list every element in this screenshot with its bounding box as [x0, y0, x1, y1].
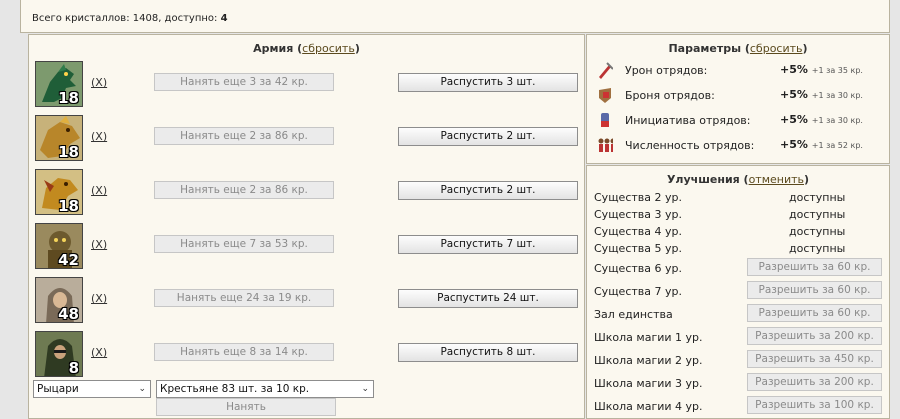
upgrade-row — [594, 307, 884, 324]
param-cost: +1 за 35 кр. — [811, 66, 863, 75]
unit-count: 8 — [68, 359, 79, 377]
upgrade-name: Существа 5 ур. — [594, 242, 682, 255]
upgrade-allow-button[interactable]: Разрешить за 200 кр. — [747, 373, 882, 391]
upgrade-row — [594, 376, 884, 393]
upgrade-status: доступны — [789, 208, 846, 221]
army-unit-row — [29, 331, 586, 383]
unit-count: 48 — [58, 305, 79, 323]
crystals-info — [32, 13, 228, 24]
param-label: Урон отрядов: — [625, 64, 708, 77]
unit-count: 18 — [58, 143, 79, 161]
upgrade-allow-button[interactable]: Разрешить за 100 кр. — [747, 396, 882, 414]
hire-button[interactable]: Нанять — [156, 398, 336, 416]
dismiss-button[interactable]: Распустить 2 шт. — [398, 127, 578, 146]
sword-icon — [597, 61, 613, 79]
upgrades-title: Улучшения (отменить) — [666, 173, 810, 186]
upgrade-name: Существа 3 ур. — [594, 208, 682, 221]
army-unit-row — [29, 169, 586, 221]
crystals-available: 4 — [220, 13, 228, 24]
upgrade-name: Существа 7 ур. — [594, 285, 682, 298]
army-unit-row — [29, 115, 586, 167]
upgrade-name: Школа магии 2 ур. — [594, 354, 703, 367]
upgrade-allow-button[interactable]: Разрешить за 60 кр. — [747, 258, 882, 276]
param-label: Инициатива отрядов: — [625, 114, 751, 127]
hire-more-button[interactable]: Нанять еще 24 за 19 кр. — [154, 289, 334, 307]
param-row-initiative — [593, 111, 885, 133]
dismiss-button[interactable]: Распустить 3 шт. — [398, 73, 578, 92]
upgrade-name: Школа магии 4 ур. — [594, 400, 703, 413]
faction-select-value: Рыцари — [37, 383, 79, 395]
chevron-down-icon: ⌄ — [138, 384, 146, 394]
param-value — [780, 138, 863, 151]
unit-select-value: Крестьяне 83 шт. за 10 кр. — [160, 383, 310, 395]
army-unit-row — [29, 277, 586, 329]
unit-count: 18 — [58, 197, 79, 215]
upgrade-name: Существа 6 ур. — [594, 262, 682, 275]
param-value — [780, 63, 863, 76]
troops-icon — [597, 136, 613, 154]
upgrade-row — [594, 330, 884, 347]
unit-count: 18 — [58, 89, 79, 107]
param-value — [780, 113, 863, 126]
crystals-bar — [20, 0, 890, 33]
upgrade-allow-button[interactable]: Разрешить за 60 кр. — [747, 281, 882, 299]
army-reset-link[interactable]: сбросить — [302, 42, 355, 55]
potion-icon — [597, 111, 613, 129]
army-unit-row — [29, 61, 586, 113]
unit-portrait-gold-dragon — [35, 169, 83, 215]
param-label: Броня отрядов: — [625, 89, 715, 102]
upgrade-row — [594, 207, 884, 224]
dismiss-button[interactable]: Распустить 7 шт. — [398, 235, 578, 254]
param-row-armor — [593, 86, 885, 108]
upgrade-row — [594, 284, 884, 301]
upgrades-title-text: Улучшения — [666, 173, 740, 186]
params-reset-link[interactable]: сбросить — [749, 42, 803, 55]
unit-remove-link[interactable]: (X) — [91, 238, 108, 251]
dismiss-button[interactable]: Распустить 24 шт. — [398, 289, 578, 308]
upgrade-row — [594, 353, 884, 370]
hire-more-button[interactable]: Нанять еще 7 за 53 кр. — [154, 235, 334, 253]
upgrades-panel — [586, 165, 890, 419]
param-value-num: +5% — [780, 63, 808, 76]
upgrade-name: Школа магии 1 ур. — [594, 331, 703, 344]
shield-icon — [597, 86, 613, 104]
upgrade-name: Существа 2 ур. — [594, 191, 682, 204]
unit-portrait-golem — [35, 223, 83, 269]
unit-remove-link[interactable]: (X) — [91, 130, 108, 143]
upgrade-name: Школа магии 3 ур. — [594, 377, 703, 390]
upgrade-allow-button[interactable]: Разрешить за 450 кр. — [747, 350, 882, 368]
param-cost: +1 за 52 кр. — [811, 141, 863, 150]
unit-remove-link[interactable]: (X) — [91, 292, 108, 305]
crystals-label: Всего кристаллов: 1408, доступно: — [32, 13, 221, 24]
unit-portrait-gold-griffin — [35, 115, 83, 161]
army-panel — [28, 34, 585, 419]
hire-more-button[interactable]: Нанять еще 2 за 86 кр. — [154, 181, 334, 199]
upgrades-cancel-link[interactable]: отменить — [748, 173, 805, 186]
unit-portrait-dark-hood — [35, 331, 83, 377]
upgrade-status: доступны — [789, 242, 846, 255]
dismiss-button[interactable]: Распустить 2 шт. — [398, 181, 578, 200]
upgrade-row — [594, 399, 884, 416]
upgrade-allow-button[interactable]: Разрешить за 200 кр. — [747, 327, 882, 345]
upgrade-status: доступны — [789, 225, 846, 238]
upgrade-status: доступны — [789, 191, 846, 204]
unit-remove-link[interactable]: (X) — [91, 184, 108, 197]
hire-more-button[interactable]: Нанять еще 3 за 42 кр. — [154, 73, 334, 91]
upgrade-row — [594, 224, 884, 241]
param-row-count — [593, 136, 885, 158]
param-label: Численность отрядов: — [625, 139, 755, 152]
upgrade-row — [594, 261, 884, 278]
hire-more-button[interactable]: Нанять еще 2 за 86 кр. — [154, 127, 334, 145]
unit-portrait-green-dragon — [35, 61, 83, 107]
unit-remove-link[interactable]: (X) — [91, 76, 108, 89]
upgrade-row — [594, 190, 884, 207]
army-unit-row — [29, 223, 586, 275]
params-title-text: Параметры — [668, 42, 742, 55]
upgrade-name: Существа 4 ур. — [594, 225, 682, 238]
param-value — [780, 88, 863, 101]
army-title: Армия (сбросить) — [253, 42, 360, 55]
unit-remove-link[interactable]: (X) — [91, 346, 108, 359]
params-panel — [586, 34, 890, 164]
param-cost: +1 за 30 кр. — [811, 116, 863, 125]
param-row-damage — [593, 61, 885, 83]
param-value-num: +5% — [780, 113, 808, 126]
dismiss-button[interactable]: Распустить 8 шт. — [398, 343, 578, 362]
upgrade-allow-button[interactable]: Разрешить за 60 кр. — [747, 304, 882, 322]
faction-select[interactable] — [33, 380, 151, 398]
unit-count: 42 — [58, 251, 79, 269]
upgrade-name: Зал единства — [594, 308, 673, 321]
army-title-text: Армия — [253, 42, 294, 55]
param-cost: +1 за 30 кр. — [811, 91, 863, 100]
unit-portrait-hooded-monk — [35, 277, 83, 323]
upgrade-row — [594, 241, 884, 258]
unit-select[interactable] — [156, 380, 374, 398]
hire-more-button[interactable]: Нанять еще 8 за 14 кр. — [154, 343, 334, 361]
param-value-num: +5% — [780, 138, 808, 151]
param-value-num: +5% — [780, 88, 808, 101]
params-title: Параметры (сбросить) — [668, 42, 808, 55]
chevron-down-icon: ⌄ — [361, 384, 369, 394]
